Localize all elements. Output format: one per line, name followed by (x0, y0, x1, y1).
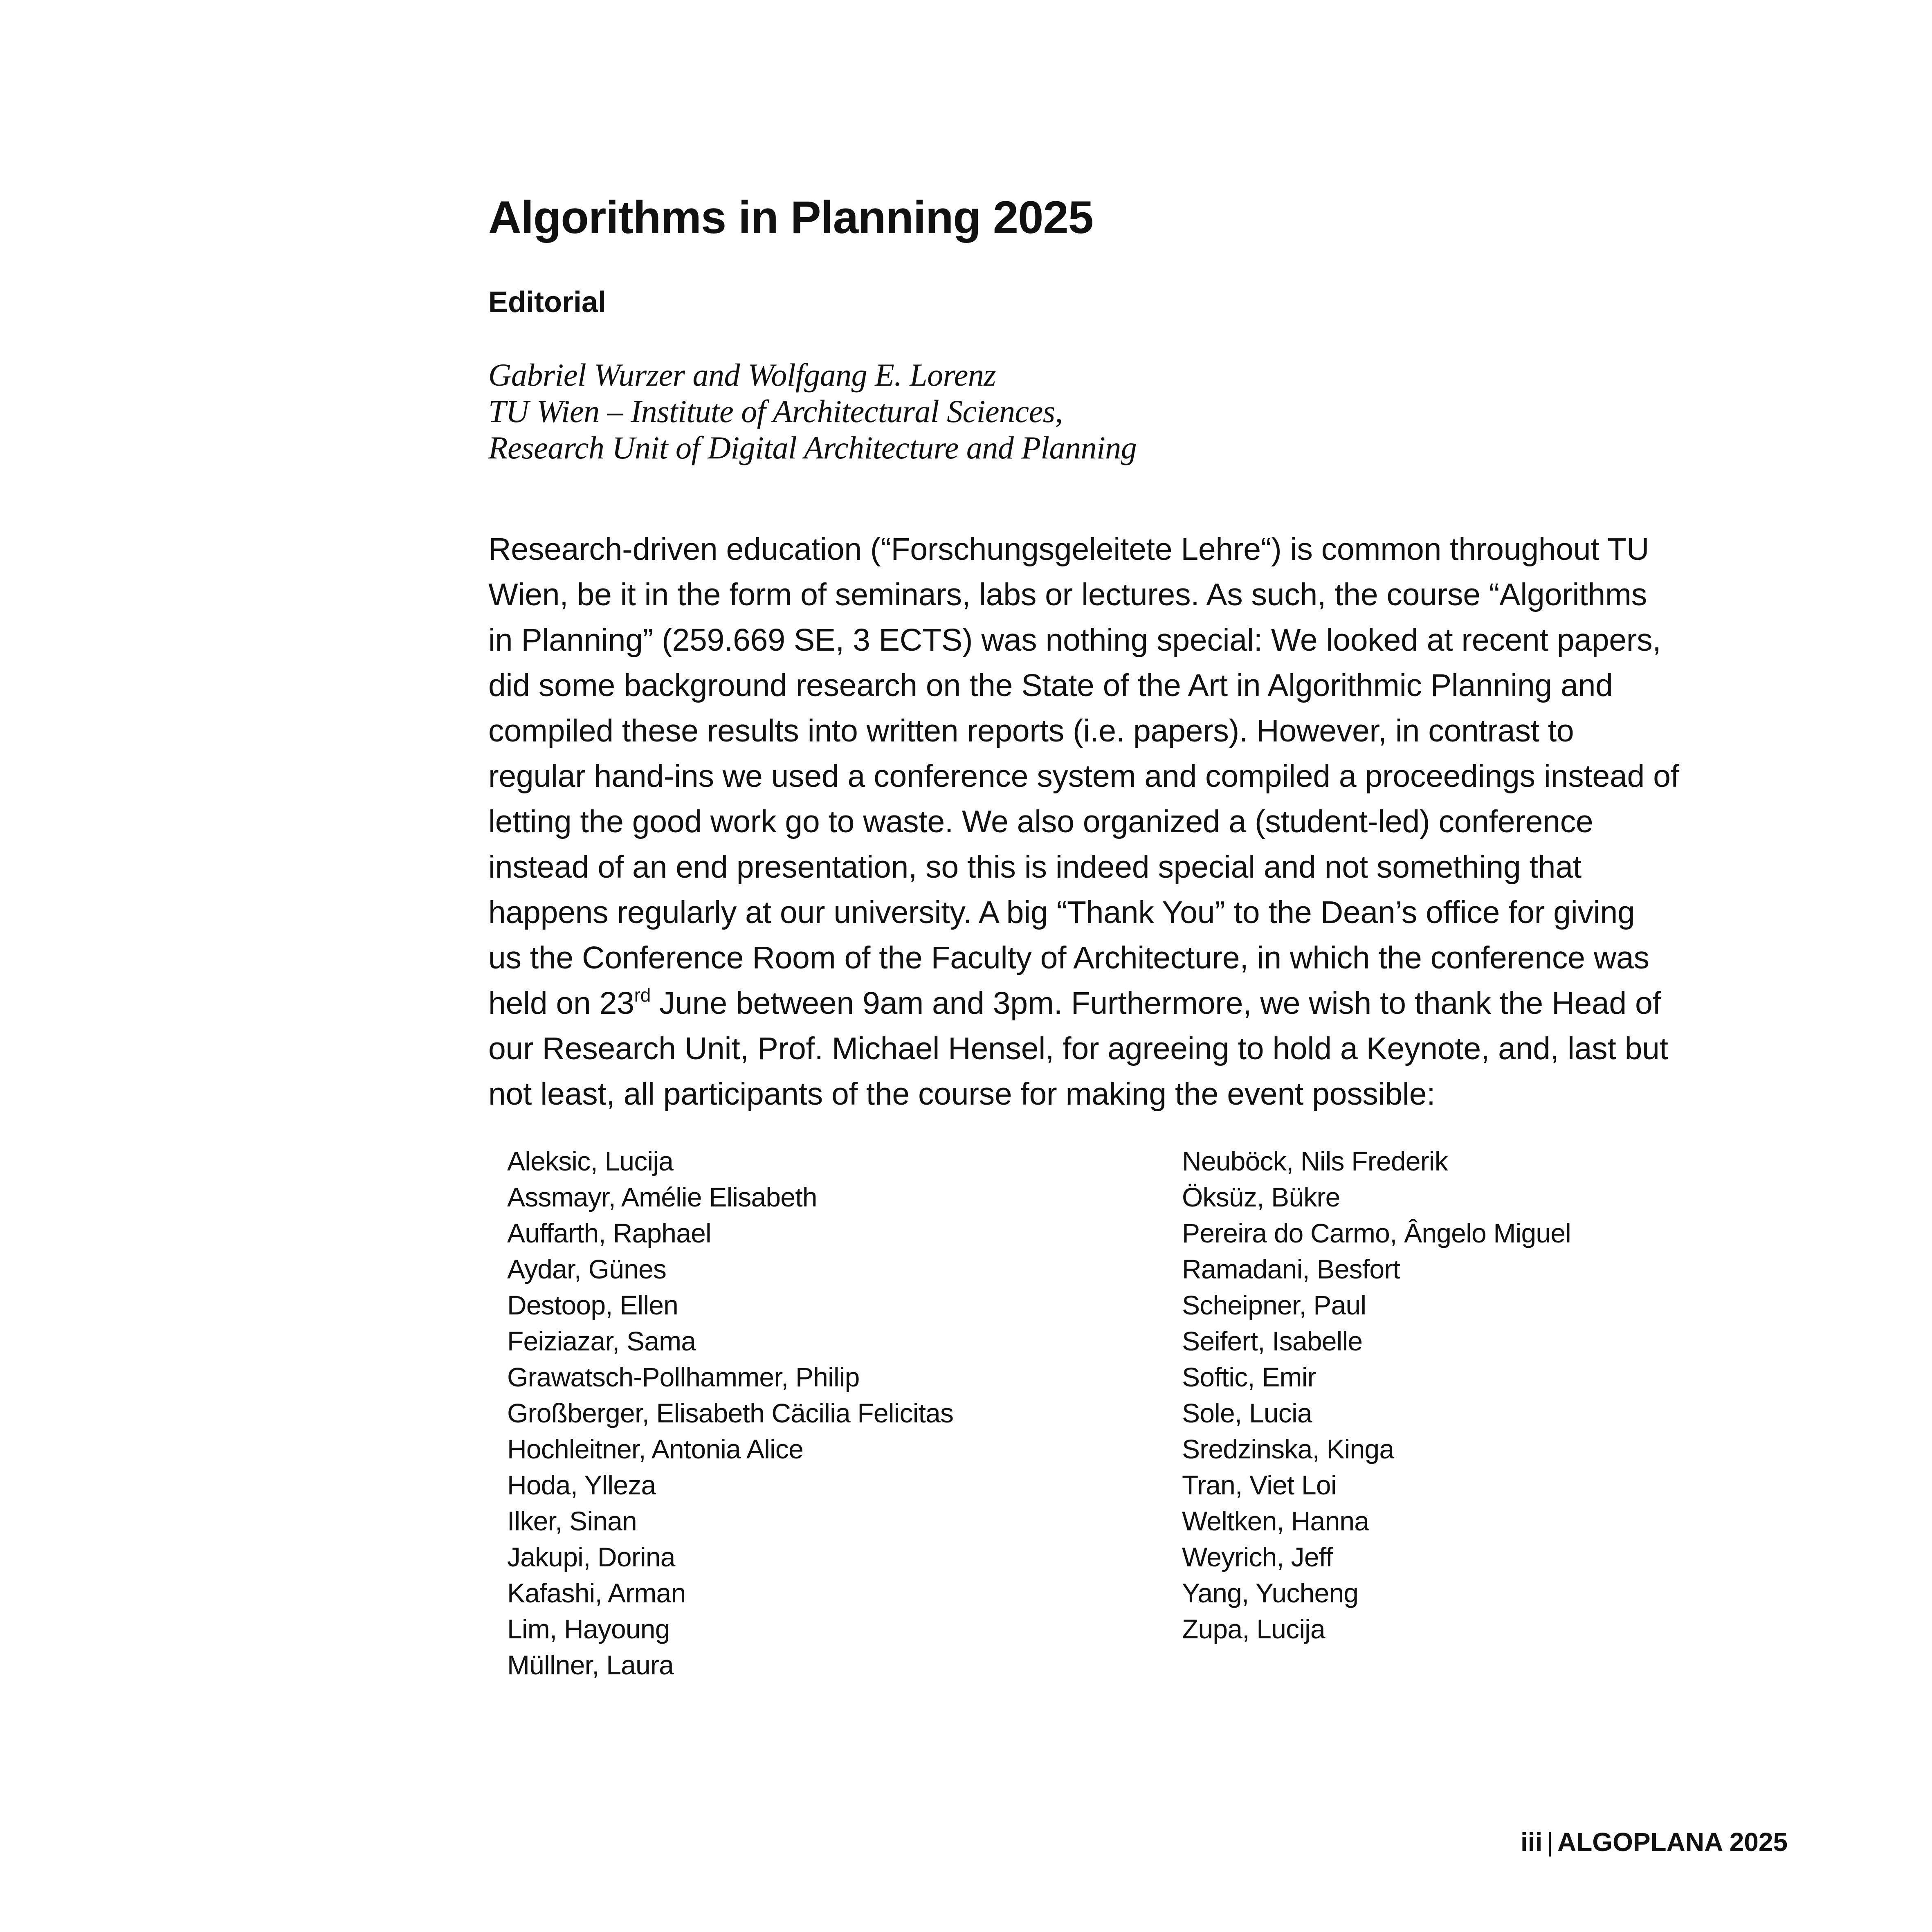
publication-name: ALGOPLANA 2025 (1557, 1827, 1788, 1857)
author-names: Gabriel Wurzer and Wolfgang E. Lorenz (488, 357, 996, 393)
participant-name: Ramadani, Besfort (1182, 1254, 1400, 1284)
body-line-date (488, 981, 1813, 1026)
page-title: Algorithms in Planning 2025 (488, 192, 1094, 243)
participant-name: Lim, Hayoung (507, 1614, 670, 1644)
footer-separator: | (1546, 1827, 1553, 1857)
page-footer (1521, 1829, 1788, 1855)
body-line: regular hand-ins we used a conference system and compiled a proceedings instead of (488, 759, 1679, 794)
body-line: not least, all participants of the course for making the event possible: (488, 1076, 1436, 1112)
participant-name: Sredzinska, Kinga (1182, 1434, 1394, 1464)
body-line: in Planning” (259.669 SE, 3 ECTS) was nothing special: We looked at recent papers, (488, 622, 1661, 658)
page-number: iii (1521, 1827, 1543, 1857)
participant-name: Aydar, Günes (507, 1254, 667, 1284)
body-line: us the Conference Room of the Faculty of Architecture, in which the conference was (488, 940, 1649, 975)
body-line: compiled these results into written reports (i.e. papers). However, in contrast to (488, 713, 1574, 748)
participants-list-right (1182, 1143, 1571, 1647)
participant-name: Scheipner, Paul (1182, 1290, 1366, 1320)
participant-name: Ilker, Sinan (507, 1506, 637, 1536)
participant-name: Grawatsch-Pollhammer, Philip (507, 1362, 860, 1392)
section-subtitle: Editorial (488, 286, 607, 319)
body-line: did some background research on the State of the Art in Algorithmic Planning and (488, 668, 1613, 703)
participant-name: Destoop, Ellen (507, 1290, 678, 1320)
participant-name: Hochleitner, Antonia Alice (507, 1434, 804, 1464)
participant-name: Aleksic, Lucija (507, 1146, 674, 1176)
participant-name: Weltken, Hanna (1182, 1506, 1369, 1536)
participant-name: Feiziazar, Sama (507, 1326, 696, 1356)
participant-name: Müllner, Laura (507, 1650, 674, 1680)
participants-list-left (507, 1143, 953, 1683)
participant-name: Auffarth, Raphael (507, 1218, 711, 1248)
participant-name: Hoda, Ylleza (507, 1470, 656, 1500)
participant-name: Sole, Lucia (1182, 1398, 1312, 1428)
author-unit: Research Unit of Digital Architecture and Planning (488, 430, 1137, 465)
date-before: held on 23 (488, 986, 634, 1021)
participant-name: Seifert, Isabelle (1182, 1326, 1363, 1356)
participant-name: Weyrich, Jeff (1182, 1542, 1333, 1572)
participant-name: Zupa, Lucija (1182, 1614, 1325, 1644)
participant-name: Neuböck, Nils Frederik (1182, 1146, 1448, 1176)
participant-name: Großberger, Elisabeth Cäcilia Felicitas (507, 1398, 954, 1428)
body-line: Research-driven education (“Forschungsgeleitete Lehre“) is common throughout TU (488, 532, 1649, 567)
editorial-body (488, 527, 1813, 1117)
participant-name: Jakupi, Dorina (507, 1542, 675, 1572)
participant-name: Assmayr, Amélie Elisabeth (507, 1182, 817, 1212)
participant-name: Softic, Emir (1182, 1362, 1316, 1392)
participant-name: Yang, Yucheng (1182, 1578, 1359, 1608)
body-line: our Research Unit, Prof. Michael Hensel, for agreeing to hold a Keynote, and, last but (488, 1031, 1668, 1066)
body-line: Wien, be it in the form of seminars, labs or lectures. As such, the course “Algorithms (488, 577, 1647, 612)
participant-name: Tran, Viet Loi (1182, 1470, 1337, 1500)
body-line: letting the good work go to waste. We also organized a (student-led) conference (488, 804, 1593, 839)
author-affiliation: TU Wien – Institute of Architectural Sciences, (488, 393, 1063, 429)
participant-name: Kafashi, Arman (507, 1578, 686, 1608)
body-line: instead of an end presentation, so this is indeed special and not something that (488, 849, 1582, 885)
participant-name: Pereira do Carmo, Ângelo Miguel (1182, 1218, 1571, 1248)
author-block (488, 357, 1137, 466)
participant-name: Öksüz, Bükre (1182, 1182, 1340, 1212)
date-after: June between 9am and 3pm. Furthermore, we wish to thank the Head of (650, 986, 1661, 1021)
ordinal-suffix: rd (634, 984, 651, 1006)
body-line: happens regularly at our university. A big “Thank You” to the Dean’s office for giving (488, 895, 1635, 930)
